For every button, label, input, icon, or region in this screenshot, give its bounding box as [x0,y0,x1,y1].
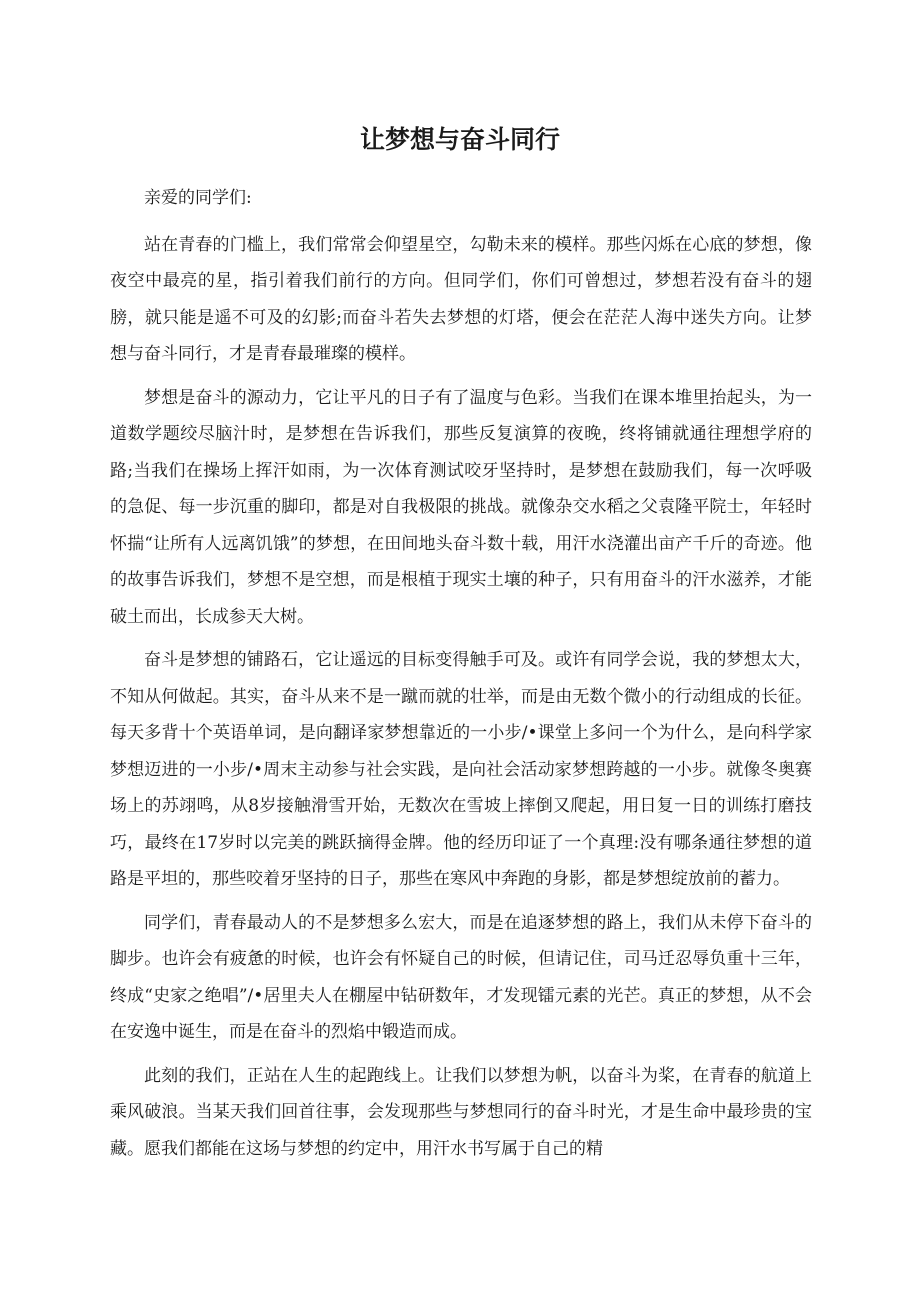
paragraph-3: 奋斗是梦想的铺路石，它让遥远的目标变得触手可及。或许有同学会说，我的梦想太大，不知从何做起。其实，奋斗从来不是一蹴而就的壮举，而是由无数个微小的行动组成的长征。每天多背十个英语单词，是向翻译家梦想靠近的一小步/•课堂上多问一个为什么，是向科学家梦想迈进的一小步/•周末主动参与社会实践，是向社会活动家梦想跨越的一小步。就像冬奥赛场上的苏翊鸣，从8岁接触滑雪开始，无数次在雪坡上摔倒又爬起，用日复一日的训练打磨技巧，最终在17岁时以完美的跳跃摘得金牌。他的经历印证了一个真理:没有哪条通往梦想的道路是平坦的，那些咬着牙坚持的日子，那些在寒风中奔跑的身影，都是梦想绽放前的蓄力。 [110,650,812,889]
document-title: 让梦想与奋斗同行 [359,125,560,154]
paragraph-4: 同学们，青春最动人的不是梦想多么宏大，而是在追逐梦想的路上，我们从未停下奋斗的脚步。也许会有疲惫的时候，也许会有怀疑自己的时候，但请记住，司马迁忍辱负重十三年，终成“史家之绝唱”/•居里夫人在棚屋中钻研数年，才发现镭元素的光芒。真正的梦想，从不会在安逸中诞生，而是在奋斗的烈焰中锻造而成。 [110,912,812,1042]
salutation: 亲爱的同学们: [144,188,252,208]
paragraph-5: 此刻的我们，正站在人生的起跑线上。让我们以梦想为帆，以奋斗为桨，在青春的航道上乘风破浪。当某天我们回首往事，会发现那些与梦想同行的奋斗时光，才是生命中最珍贵的宝藏。愿我们都能在这场与梦想的约定中，用汗水书写属于自己的精 [110,1065,812,1159]
document-body [110,180,812,1174]
paragraph-2: 梦想是奋斗的源动力，它让平凡的日子有了温度与色彩。当我们在课本堆里抬起头，为一道数学题绞尽脑汁时，是梦想在告诉我们，那些反复演算的夜晚，终将铺就通往理想学府的路;当我们在操场上挥汗如雨，为一次体育测试咬牙坚持时，是梦想在鼓励我们，每一次呼吸的急促、每一步沉重的脚印，都是对自我极限的挑战。就像杂交水稻之父袁隆平院士，年轻时怀揣“让所有人远离饥饿”的梦想，在田间地头奋斗数十载，用汗水浇灌出亩产千斤的奇迹。他的故事告诉我们，梦想不是空想，而是根植于现实土壤的种子，只有用奋斗的汗水滋养，才能破土而出，长成参天大树。 [110,387,812,627]
paragraph-1: 站在青春的门槛上，我们常常会仰望星空，勾勒未来的模样。那些闪烁在心底的梦想，像夜空中最亮的星，指引着我们前行的方向。但同学们，你们可曾想过，梦想若没有奋斗的翅膀，就只能是遥不可及的幻影;而奋斗若失去梦想的灯塔，便会在茫茫人海中迷失方向。让梦想与奋斗同行，才是青春最璀璨的模样。 [110,234,812,364]
